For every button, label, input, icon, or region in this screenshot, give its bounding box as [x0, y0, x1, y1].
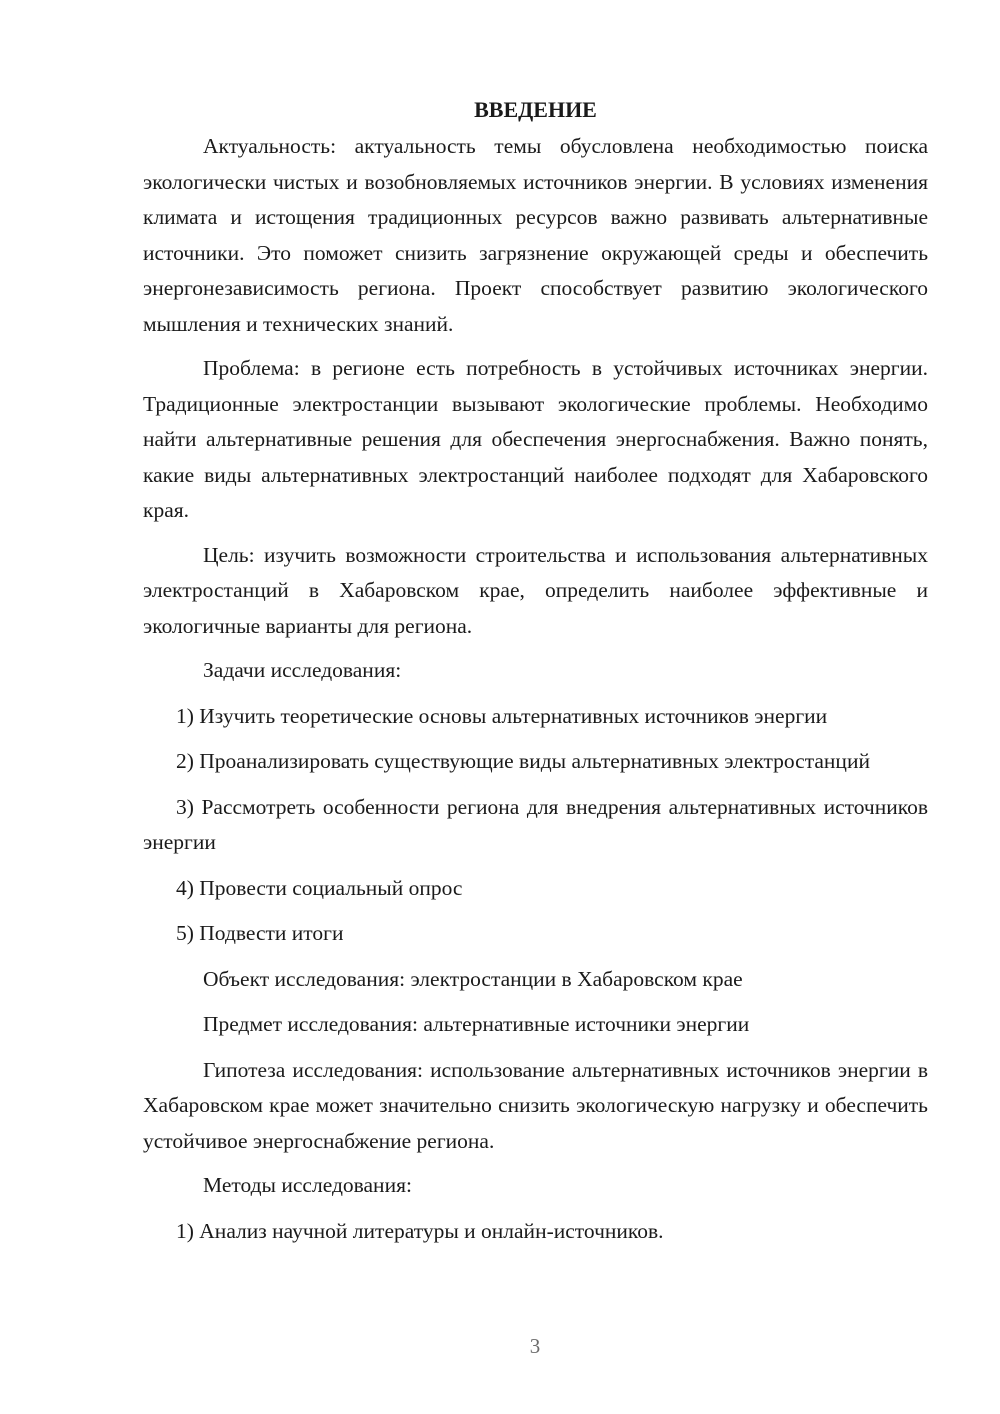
hypothesis-paragraph: Гипотеза исследования: использование альтернативных источников энергии в Хабаровском крае может значительно снизить экологическую нагрузку и обеспечить устойчивое энергоснабжение региона.	[143, 1057, 928, 1153]
methods-list	[143, 1214, 928, 1250]
subject-paragraph: Предмет исследования: альтернативные источники энергии	[203, 1012, 750, 1036]
task-item: 1) Изучить теоретические основы альтернативных источников энергии	[176, 703, 828, 728]
tasks-title: Задачи исследования:	[203, 658, 402, 682]
document-page	[143, 95, 928, 1259]
object-paragraph: Объект исследования: электростанции в Хабаровском крае	[203, 966, 743, 991]
page-number: 3	[529, 1334, 541, 1358]
goal-paragraph: Цель: изучить возможности строительства и использования альтернативных электростанций в Хабаровском крае, определить наиболее эффективные и экологичные варианты для региона.	[143, 542, 928, 638]
problem-paragraph: Проблема: в регионе есть потребность в устойчивых источниках энергии. Традиционные электростанции вызывают экологические проблемы. Необходимо найти альтернативные решения для обеспечения энергоснабжения. Важно понять, какие виды альтернативных электростанций наиболее подходят для Хабаровского края.	[143, 356, 928, 522]
task-item: 3) Рассмотреть особенности региона для внедрения альтернативных источников энергии	[143, 794, 928, 854]
relevance-paragraph: Актуальность: актуальность темы обусловлена необходимостью поиска экологически чистых и возобновляемых источников энергии. В условиях изменения климата и истощения традиционных ресурсов важно развивать альтернативные источники. Это поможет снизить загрязнение окружающей среды и обеспечить энергонезависимость региона. Проект способствует развитию экологического мышления и технических знаний.	[143, 134, 928, 336]
methods-title: Методы исследования:	[203, 1173, 412, 1197]
task-item: 5) Подвести итоги	[176, 921, 344, 945]
task-item: 2) Проанализировать существующие виды альтернативных электростанций	[176, 749, 870, 773]
task-item: 4) Провести социальный опрос	[176, 875, 463, 900]
method-item: 1) Анализ научной литературы и онлайн-источников.	[176, 1218, 664, 1243]
tasks-list	[143, 699, 928, 952]
section-heading: ВВЕДЕНИЕ	[474, 97, 597, 122]
